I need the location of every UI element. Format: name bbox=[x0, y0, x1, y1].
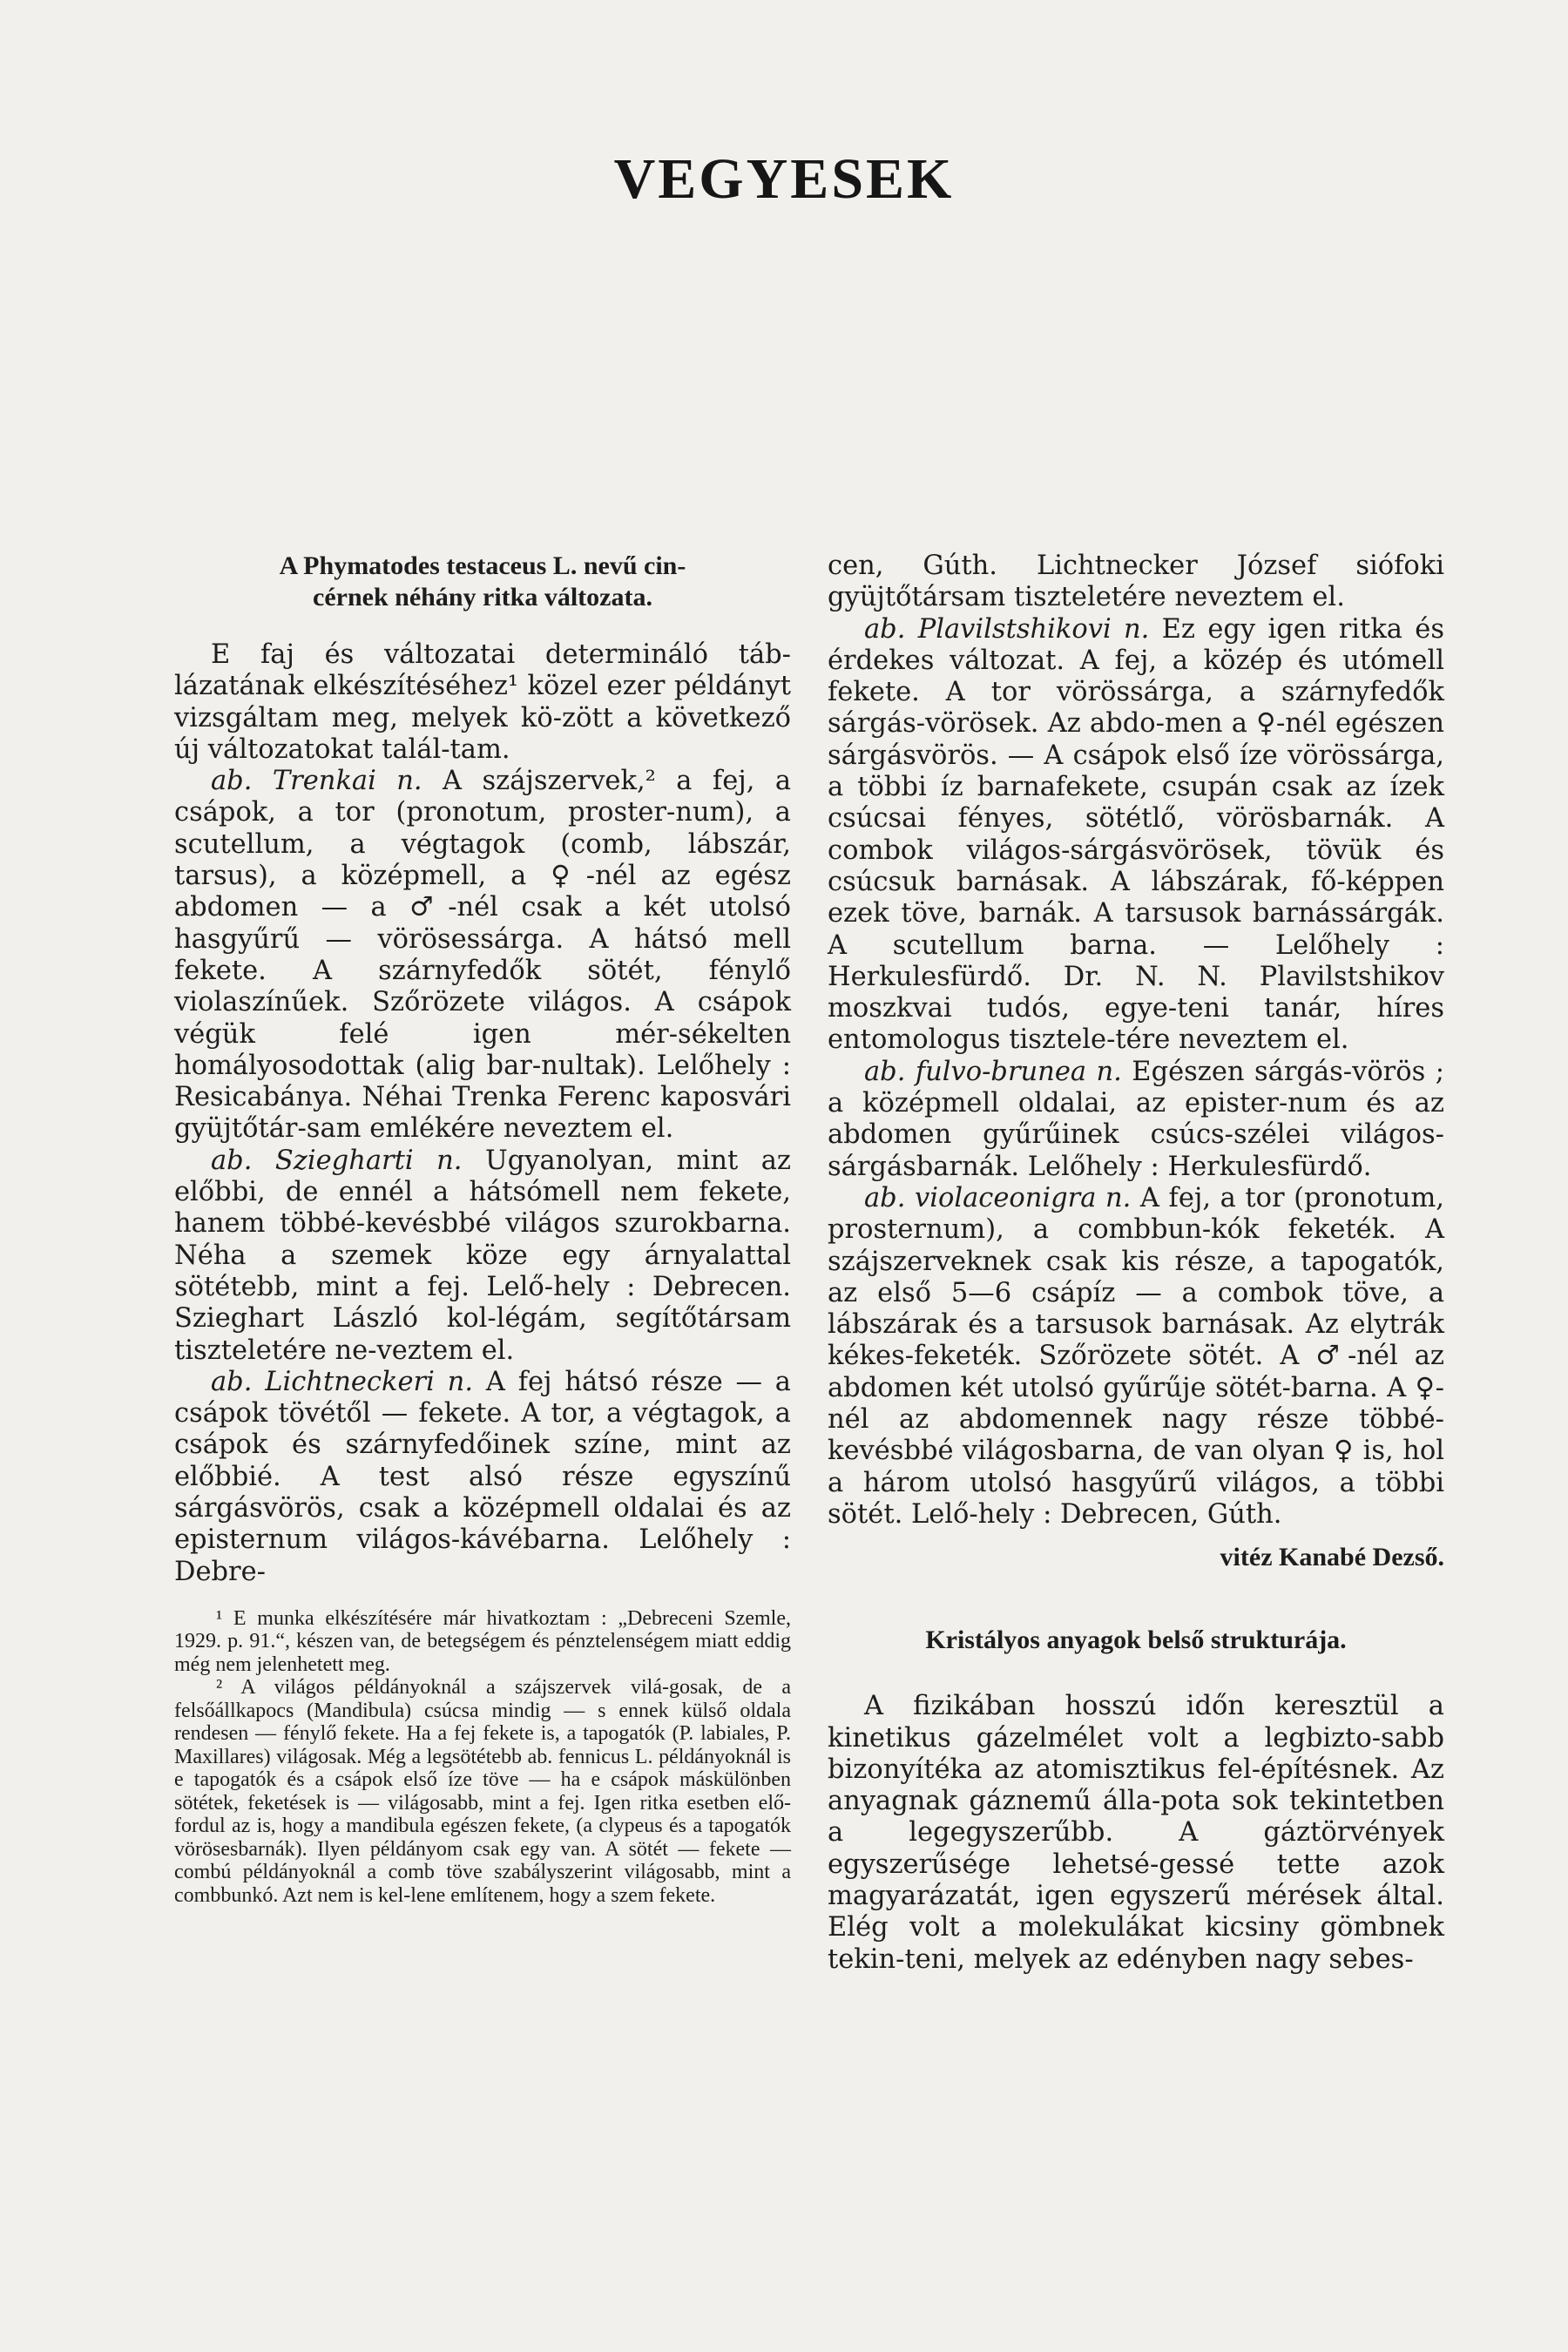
paragraph-text: A szájszervek,² a fej, a csápok, a tor (pronotum, proster-num), a scutellum, a végtagok (comb, lábszár, tarsus), a középmell, a ♀-nél az egész abdomen — a ♂-nél csak a két utolsó hasgyűrű — vörösessárga. A hátsó mell fekete. A szárnyfedők sötét, fénylő violaszínűek. Szőrözete világos. A csápok végük felé igen mér-sékelten homályosodottak (alig bar-nultak). Lelőhely : Resicabánya. Néhai Trenka Ferenc kaposvári gyüjtőtár-sam emlékére neveztem el. bbox=[174, 766, 791, 1145]
taxon-name: ab. Lichtneckeri n. bbox=[211, 1366, 474, 1397]
article2-heading: Kristályos anyagok belső strukturája. bbox=[925, 1625, 1347, 1655]
taxon-name: ab. fulvo-brunea n. bbox=[864, 1056, 1122, 1087]
article1-heading-line1: A Phymatodes testaceus L. nevű cin- bbox=[279, 551, 686, 580]
taxon-name: ab. Plavilstshikovi n. bbox=[864, 613, 1150, 645]
paragraph-text: Ez egy igen ritka és érdekes változat. A fej, a közép és utómell fekete. A tor vörössárga, a szárnyfedők sárgás-vörösek. Az abdo-men a ♀-nél egészen sárgásvörös. — A csápok első íze vörössárga, a többi íz barnafekete, csupán csak az ízek csúcsai fényes, sötétlő, vörösbarnák. A combok világos-sárgásvörösek, tövük és csúcsuk barnásak. A lábszárak, fő-képpen ezek töve, barnák. A tarsusok barnássárgák. A scutellum barna. — Lelőhely : Herkulesfürdő. Dr. N. N. Plavilstshikov moszkvai tudós, egye-teni tanár, híres entomologus tisztele-tére neveztem el. bbox=[828, 613, 1444, 1056]
left-column bbox=[174, 551, 791, 1907]
article1-paragraph-fulvo-brunea bbox=[828, 1057, 1444, 1183]
article1-paragraph-plavilstshikovi bbox=[828, 614, 1444, 1057]
article1-paragraph-violaceonigra bbox=[828, 1183, 1444, 1531]
paragraph-text: A fej hátsó része — a csápok tövétől — fekete. A tor, a végtagok, a csápok és szárnyfedőinek színe, mint az előbbié. A test alsó része egyszínű sárgásvörös, csak a középmell oldalai és az episternum világos-kávébarna. Lelőhely : Debre- bbox=[174, 1366, 791, 1587]
footnotes bbox=[174, 1607, 791, 1908]
page-title: VEGYESEK bbox=[613, 147, 955, 211]
taxon-name: ab. Szieghartі n. bbox=[211, 1145, 463, 1176]
article1-paragraph-lichtneckeri bbox=[174, 1367, 791, 1588]
paragraph-text: Ugyanolyan, mint az előbbi, de ennél a hátsómell nem fekete, hanem többé-kevésbbé világos szurokbarna. Néha a szemek köze egy árnyalattal sötétebb, mint a fej. Lelő-hely : Debrecen. Szieghart László kol-légám, segítőtársam tiszteletére ne-veztem el. bbox=[174, 1145, 792, 1366]
article1-paragraph: E faj és változatai determináló táb-lázatának elkészítéséhez¹ közel ezer példányt vizsgáltam meg, melyek kö-zött a következő új változatokat talál-tam. bbox=[174, 639, 791, 765]
footnote-1: ¹ E munka elkészítésére már hivatkoztam : „Debreceni Szemle, 1929. p. 91.“, készen van, de betegségem és pénztelenségem miatt eddig még nem jelenhetett meg. bbox=[174, 1606, 791, 1676]
article1-paragraph-trenkai bbox=[174, 766, 791, 1146]
footnote-2: ² A világos példányoknál a szájszervek vilá-gosak, de a felsőállkapocs (Mandibula) csúcsa mindig — s ennek külső oldala rendesen — fénylő fekete. Ha a fej fekete is, a tapogatók (P. labiales, P. Maxillares) világosak. Még a legsötétebb ab. fennicus L. példányoknál is e tapogatók és a csápok első íze töve — ha e csápok máskülönben sötétek, feketések is — világosabb, mint a fej. Igen ritka esetben elő-fordul az is, hogy a mandibula egészen fekete, (a clypeus és a tapogatók vörösesbarnák). Ilyen példányom csak egy van. A sötét — fekete — combú példányoknál a comb töve szabályszerint világosabb, mint a combbunkó. Azt nem is kel-lene említenem, hogy a szem fekete. bbox=[174, 1676, 791, 1907]
author-signature: vitéz Kanabé Dezső. bbox=[1220, 1543, 1444, 1572]
paragraph-text: A fej, a tor (pronotum, prosternum), a combbun-kók feketék. A szájszerveknek csak kis része, a tapogatók, az első 5—6 csápíz — a combok töve, a lábszárak és a tarsusok barnásak. Az elytrák kékes-feketék. Szőrözete sötét. A ♂-nél az abdomen két utolsó gyűrűje sötét-barna. A ♀-nél az abdomennek nagy része többé-kevésbbé világosbarna, de van olyan ♀ is, hol a három utolsó hasgyűrű világos, a többi sötét. Lelő-hely : Debrecen, Gúth. bbox=[828, 1182, 1444, 1530]
article1-heading-line2: cérnek néhány ritka változata. bbox=[313, 583, 652, 612]
article2-paragraph: A fizikában hosszú időn keresztül a kinetikus gázelmélet volt a legbizto-sabb bizonyítéka az atomisztikus fel-építésnek. Az anyagnak gáznemű álla-pota sok tekintetben a legegyszerűbb. A gáztörvények egyszerűsége lehetsé-gessé tette azok magyarázatát, igen egyszerű mérések által. Elég volt a molekulákat kicsiny gömbnek tekin-teni, melyek az edényben nagy sebes- bbox=[828, 1691, 1444, 1975]
paragraph-text: Egészen sárgás-vörös ; a középmell oldalai, az epister-num és az abdomen gyűrűinek csúcs-szélei világos-sárgásbarnák. Lelőhely : Herkulesfürdő. bbox=[828, 1056, 1445, 1182]
article1-paragraph-continued: cen, Gúth. Lichtnecker József siófoki gyüjtőtársam tiszteletére neveztem el. bbox=[828, 551, 1444, 613]
taxon-name: ab. Trenkai n. bbox=[211, 766, 422, 797]
article1-paragraph-szieghartі bbox=[174, 1146, 791, 1367]
right-column bbox=[828, 551, 1444, 1976]
taxon-name: ab. violaceonigra n. bbox=[864, 1182, 1132, 1213]
